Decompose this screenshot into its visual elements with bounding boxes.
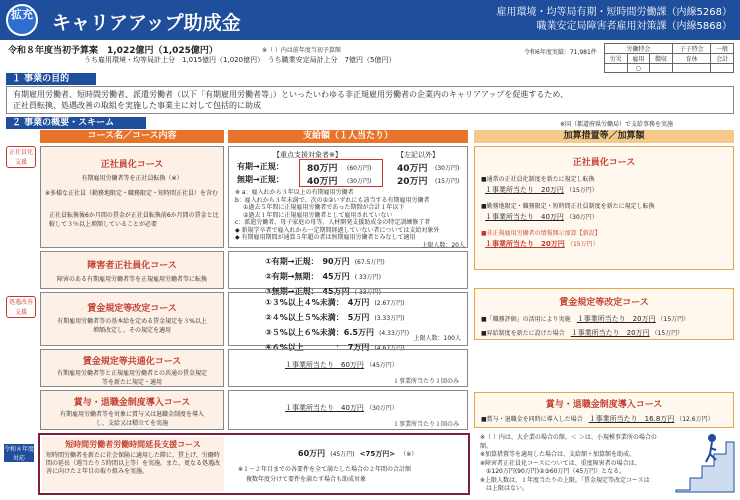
- amount-bonus: [228, 390, 468, 430]
- course-wage-desc: 有期雇用労働者等の基本給を定める賃金規定を３%以上増額改定し、その規定を適用: [57, 318, 207, 334]
- purpose-text-1: 有期雇用労働者、短時間労働者、派遣労働者（以下「有期雇用労働者等」）といったいわゆる非正規雇用労働者の企業内のキャリアアップを促進するため、: [13, 90, 569, 99]
- footnote: ①120万円(90万円)②③60万円（45万円）となる。: [486, 468, 626, 475]
- wage-r1: ①３%以上４%未満： 4万円: [265, 298, 370, 307]
- bonus-sub: １事業所当たり１回のみ: [392, 421, 459, 428]
- bonus-regular-title: 正社員化コース: [572, 158, 636, 168]
- wage-r1p: (2.67万円): [374, 300, 405, 307]
- fund-sub: 徴収: [650, 54, 673, 64]
- course-common-desc: 有期雇用労働者等と正規雇用労働者との共通の賃金規定等を新たに規定・適用: [56, 370, 207, 386]
- c1-note: ①過去５年間に正規雇用労働者であった期間が合計１年以下: [243, 204, 405, 211]
- bonus-a2v: １事業所当たり 40万円: [485, 213, 564, 221]
- page-title: キャリアアップ助成金: [52, 12, 241, 34]
- expansion-badge: 拡充: [6, 4, 38, 36]
- amount-wage: [228, 292, 468, 352]
- dept-line-1: 雇用環境・均等局有期・短時間労働課（内線5268）: [496, 7, 732, 18]
- wage-r3: ③５%以上６%未満：6.5万円: [265, 328, 374, 337]
- section-1-heading: １ 事業の目的: [6, 73, 96, 85]
- c1-note: b：雇入れから３年未満で、次の①②いずれにも該当する有期雇用労働者: [235, 196, 430, 204]
- course-regular-note: ※多様な正社員（勤務地限定・職務限定・短時間正社員）を含む: [45, 190, 219, 197]
- fund-sub: 会計: [711, 54, 734, 64]
- common-v: １事業所当たり 60万円: [285, 361, 364, 369]
- dis-r1p: (67.5万円): [354, 259, 385, 266]
- bw-a1p: （15万円）: [657, 316, 690, 323]
- row1-label: 有期→正規：: [237, 162, 284, 171]
- bonus-v: １事業所当たり 40万円: [285, 404, 364, 412]
- actual-count: 令和6年度実績：71,981件: [524, 49, 597, 56]
- wage-r3p: (4.33万円): [379, 330, 410, 337]
- fund-header: 労働特会: [605, 44, 673, 54]
- bonus-a1v: １事業所当たり 20万円: [485, 186, 564, 194]
- course-bonus: [40, 390, 224, 430]
- course-wage-title: 賃金規定等改定コース: [87, 304, 177, 314]
- footnote: ※加算措置等を適用した場合は、支給額＋加算額を助成。: [480, 451, 636, 458]
- hours-v2n: （※）: [400, 451, 418, 458]
- hours-n2: 複数年度分けて要件を満たす場合も助成対象: [246, 476, 367, 483]
- amount-hours: [228, 437, 466, 491]
- course-regular: [40, 146, 224, 248]
- bonus-retire-title: 賞与・退職金制度導入コース: [545, 400, 663, 410]
- amount-disabled: [228, 251, 468, 296]
- common-vp: （45万円）: [366, 362, 398, 369]
- course-disabled: [40, 251, 224, 289]
- footnotes: [480, 434, 668, 494]
- dis-r1: ①有期→正規： 90万円: [265, 257, 350, 266]
- br-a1p: （12.6万円）: [676, 416, 714, 423]
- dis-r3p: ( 33万円): [354, 289, 381, 296]
- wage-r4p: (4.67万円): [374, 345, 405, 352]
- c1-note: ※ a：雇入れから３年以上の有期雇用労働者: [235, 189, 354, 196]
- column-header-bonus: 加算措置等／加算額: [474, 130, 734, 143]
- section-2-heading: ２ 事業の概要・スキーム: [6, 117, 146, 129]
- r2b: 20万円: [397, 177, 428, 187]
- dept-line-2: 職業安定局障害者雇用対策課（内線5868）: [536, 21, 732, 32]
- bonus-regular: [474, 146, 734, 270]
- r1ap: (60万円): [347, 165, 372, 172]
- wage-r4: ④６%以上 ： 7万円: [265, 343, 370, 352]
- bonus-a3p: （15万円）: [566, 241, 599, 248]
- r1a: 80万円: [307, 164, 338, 174]
- c1-note: ◆ 有期雇用期間が通算５年超の者は無期雇用労働者とみなして適用: [235, 234, 416, 241]
- c1-note: ◆ 新規学卒者で雇入れから一定期間経過していない者については支給対象外: [235, 226, 440, 234]
- course-bonus-title: 賞与・退職金制度導入コース: [73, 398, 191, 408]
- course-regular-desc: 有期雇用労働者等を正社員転換（※）: [81, 175, 183, 182]
- common-sub: １事業所当たり１回のみ: [392, 378, 459, 385]
- wage-limit: 上限人数：100人: [413, 335, 461, 342]
- wage-r2: ②４%以上５%未満： 5万円: [265, 313, 370, 322]
- course-disabled-desc: 障害のある有期雇用労働者等を正規雇用労働者等に転換: [56, 276, 207, 283]
- bw-a1: ■「職務評価」の活用により実施: [481, 316, 571, 323]
- r2a: 40万円: [307, 177, 338, 187]
- section-2-note: ※国（都道府県労働局）で支給事務を実施: [560, 121, 674, 128]
- bw-a1v: １事業所当たり 20万円: [576, 315, 656, 323]
- bonus-a3v: １事業所当たり 20万円: [485, 240, 565, 248]
- h-priority: 【重点支援対象者※】: [273, 151, 342, 159]
- c1-limit: 上限人数：20人: [421, 241, 465, 249]
- c1-note: c：派遣労働者、母子家庭の母等、人材開発支援助成金の特定訓練修了者: [235, 219, 431, 226]
- br-a1v: １事業所当たり 16.8万円: [588, 415, 675, 423]
- fund-table: [604, 43, 734, 73]
- amount-regular: [228, 146, 468, 248]
- stairs-climber-icon: [672, 428, 736, 494]
- bw-a2p: （15万円）: [651, 330, 684, 337]
- footnote: ※障害者正社員化コースについては、重度障害者の場合は、: [480, 459, 641, 467]
- column-header-amount: 支給額（１人当たり）: [228, 130, 468, 143]
- br-a1: ■賞与・退職金を同時に導入した場合: [481, 416, 583, 423]
- purpose-box: [6, 86, 734, 114]
- budget-note: ※（ ）内は前年度当初予算額: [262, 47, 341, 54]
- hours-n1: ※１～２年目までの各要件を全て満たした場合の２年間の合計額: [238, 466, 412, 473]
- wage-r2p: (3.33万円): [374, 315, 405, 322]
- fund-mark: ○: [627, 64, 650, 73]
- r1bp: (30万円): [435, 165, 460, 172]
- course-bonus-desc: 有期雇用労働者等を対象に賞与又は退職金制度を導入し、支給又は積立てを実施: [59, 411, 204, 427]
- bonus-a1: ■通常の正社員化制度を新たに規定し転換: [481, 176, 595, 183]
- budget-sub: うち雇用環境・均等局計上分 1,015億円（1,020億円） うち職業安定局計上分 7億円（5億円）: [84, 56, 396, 64]
- tag-treatment-support: 処遇改善支援: [6, 296, 36, 318]
- header-bar: [0, 0, 740, 40]
- bonus-retire: [474, 392, 734, 428]
- c1-notes: [235, 189, 465, 249]
- tag-regular-support: 正社員化支援: [6, 146, 36, 168]
- course-hours-desc: 短時間労働者を新たに社会保険に適用した際に、賃上げ、労働時間の延長（週当たり５時間以上等）を実施。また、更なる処遇改善に向けた２年目の取り組みを実施。: [46, 452, 221, 475]
- r2ap: (30万円): [347, 178, 372, 185]
- bonus-wage: [474, 288, 734, 340]
- bonus-a1p: （15万円）: [566, 187, 598, 194]
- purpose-text-2: 正社員転換、処遇改善の取組を実施した事業主に対して包括的に助成: [13, 101, 261, 110]
- dis-r3: ③無期→正規： 45万円: [265, 287, 350, 296]
- fund-header: 一般: [711, 44, 734, 54]
- fund-sub: 育休: [672, 54, 711, 64]
- bonus-vp: （30万円）: [366, 405, 398, 412]
- course-disabled-title: 障害者正社員化コース: [87, 261, 177, 271]
- r1b: 40万円: [397, 164, 428, 174]
- row2-label: 無期→正規：: [237, 175, 284, 184]
- bonus-a2p: （30万円）: [566, 214, 598, 221]
- budget-main: 令和８年度当初予算案 1,022億円（1,025億円）: [8, 46, 218, 56]
- fund-sub: 雇用: [627, 54, 650, 64]
- footnote: は上限はない。: [486, 485, 529, 492]
- course-wage: [40, 292, 224, 346]
- amount-common: [228, 349, 468, 387]
- footnote: ※（ ）内は、大企業の場合の額、＜ ＞は、小規模事業所の場合の額。: [480, 434, 657, 450]
- fund-sub: 労災: [605, 54, 628, 64]
- bonus-wage-title: 賃金規定等改定コース: [559, 298, 649, 308]
- tag-fy8: 令和８年度対応: [4, 446, 35, 462]
- bonus-a2: ■勤務地限定・職務限定・短時間正社員制度を新たに規定し転換: [481, 203, 655, 210]
- hours-vp: (45万円): [330, 451, 355, 458]
- r2bp: (15万円): [435, 178, 460, 185]
- dis-r2p: ( 33万円): [354, 274, 381, 281]
- bonus-a3: ■非正規雇用労働者の情報開示加算【新設】: [481, 230, 601, 237]
- course-common: [40, 349, 224, 387]
- bw-a2v: １事業所当たり 20万円: [570, 329, 650, 337]
- c1-note: ②過去１年間に正規雇用労働者として雇用されていない: [243, 211, 393, 219]
- course-regular-title: 正社員化コース: [100, 160, 164, 170]
- h-other: 【左記以外】: [397, 151, 439, 159]
- fund-header: 子子特会: [672, 44, 711, 54]
- course-hours-title: 短時間労働者労働時間延長支援コース: [65, 440, 201, 449]
- hours-v: 60万円: [298, 449, 326, 458]
- course-hours: [42, 437, 224, 491]
- footnote: ※上限人数は、１年度当たりの上限。「賃金規定等改定コースは: [480, 476, 650, 484]
- dis-r2: ②有期→無期： 45万円: [265, 272, 350, 281]
- column-header-course: コース名／コース内容: [40, 130, 224, 143]
- course-regular-point: 正社員転換後6か月間の賃金が正社員転換前6か月間の賃金と比較して３％以上増額していることが必要: [49, 212, 219, 228]
- course-common-title: 賃金規定等共通化コース: [82, 357, 182, 367]
- hours-v2: <75万円>: [359, 450, 396, 458]
- department-contacts: [497, 6, 732, 34]
- bw-a2: ■昇給制度を新たに設けた場合: [481, 330, 565, 337]
